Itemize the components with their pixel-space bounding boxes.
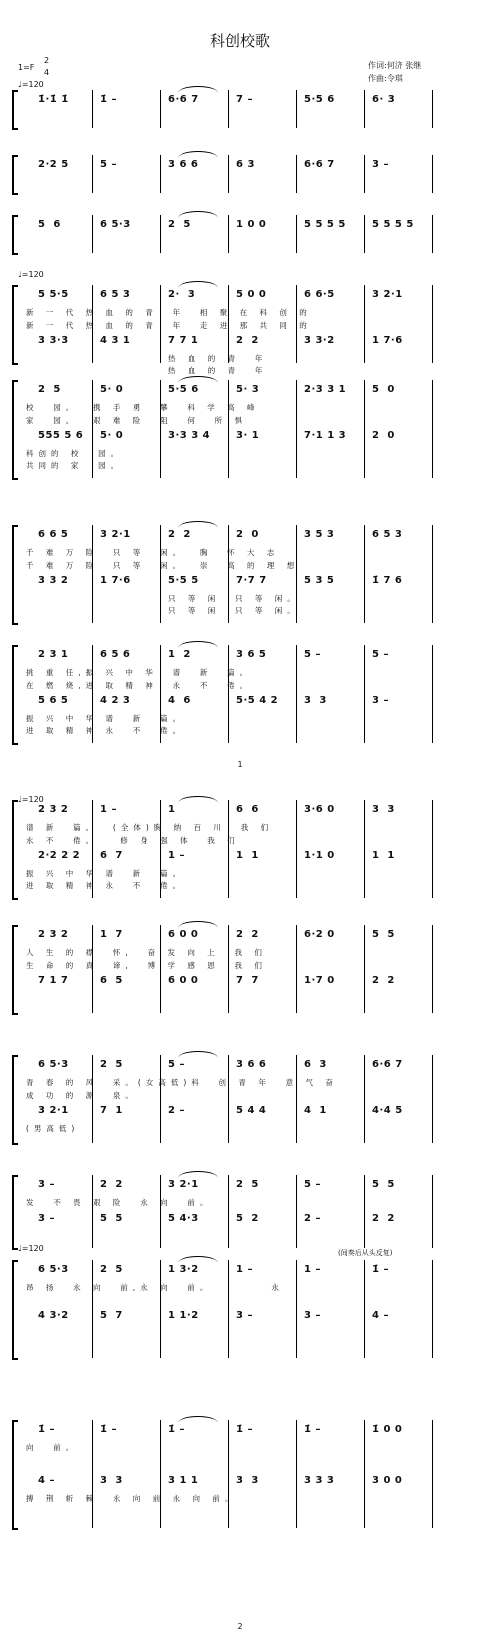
- barline: [432, 645, 433, 743]
- barline: [364, 285, 365, 363]
- barline: [228, 155, 229, 193]
- lyric-line: 家 园。 艰 难 险 阻 何 所 惧: [26, 416, 247, 425]
- slur-mark: [178, 921, 218, 928]
- harmony-measure: 2 –: [168, 1105, 185, 1116]
- lyric-line: 新 一 代 热 血 的 青 年 走 进 那 共 同 的: [26, 321, 312, 330]
- lyric-line: 生 命 的 真 谛, 博 学 感 恩 我 们: [26, 961, 267, 970]
- melody-measure: 5 6: [38, 219, 61, 230]
- harmony-measure: 555 5 6: [38, 430, 84, 441]
- barline: [228, 1055, 229, 1143]
- barline: [364, 925, 365, 1013]
- melody-measure: 1̇ –: [38, 1424, 55, 1435]
- lyric-line: 校 园。 携 手 勇 攀 科 学 高 峰: [26, 403, 260, 412]
- composer-credit: 作曲:令琪: [368, 74, 403, 83]
- harmony-measure: 3 3: [304, 695, 327, 706]
- harmony-measure: 5 4·3: [168, 1212, 199, 1224]
- harmony-measure: 7 7: [236, 975, 259, 986]
- barline: [432, 215, 433, 253]
- harmony-measure: 7 1: [100, 1105, 123, 1116]
- melody-measure: 5 5·5: [38, 289, 69, 300]
- melody-measure: 2 5: [100, 1059, 123, 1070]
- harmony-measure: 2 2: [372, 975, 395, 986]
- slur-mark: [178, 151, 218, 158]
- harmony-measure: 4·4 5: [372, 1105, 403, 1116]
- score-system: [8, 645, 472, 745]
- slur-mark: [178, 1171, 218, 1178]
- lyric-line: 千 难 万 险 只 等 闲。 胸 怀 大 志: [26, 548, 280, 557]
- melody-measure: 6 6 5: [38, 529, 69, 540]
- harmony-measure: 3 –: [372, 695, 389, 706]
- slur-mark: [178, 521, 218, 528]
- barline: [432, 800, 433, 898]
- melody-measure: 5· 0: [100, 384, 124, 395]
- melody-measure: 5 5 5 5: [372, 219, 414, 230]
- score-system: [8, 925, 472, 1015]
- barline: [160, 215, 161, 253]
- harmony-lyric-line: 搏 荆 斩 棘 永 向 前 永 向 前。: [26, 1494, 238, 1503]
- harmony-lyric-line: 热 血 的 青 年: [168, 354, 268, 363]
- melody-measure: 6 5·3: [100, 219, 131, 230]
- slur-mark: [178, 281, 218, 288]
- melody-measure: 3 –: [372, 159, 389, 170]
- page-number-1: 1: [237, 760, 243, 769]
- harmony-measure: 3 –: [38, 1212, 55, 1224]
- barline: [364, 800, 365, 898]
- key-signature: 1=F: [18, 63, 35, 72]
- melody-measure: 2 2: [100, 1179, 123, 1190]
- score-system: [8, 1420, 472, 1530]
- melody-measure: 1 2: [168, 649, 191, 660]
- barline: [296, 925, 297, 1013]
- system-bracket: [12, 1260, 18, 1360]
- melody-measure: 1 –: [236, 1264, 253, 1275]
- melody-measure: 5 0 0: [236, 289, 267, 300]
- melody-measure: 5 5 5 5: [304, 219, 346, 230]
- tempo-marking: ♩=120: [18, 80, 44, 89]
- melody-measure: 2·3 3 1: [304, 384, 347, 395]
- barline: [364, 155, 365, 193]
- barline: [296, 155, 297, 193]
- melody-measure: 3 2·1: [100, 529, 131, 540]
- melody-measure: 6· 3: [372, 94, 396, 105]
- harmony-measure: 3 0 0: [372, 1475, 403, 1486]
- barline: [160, 1175, 161, 1248]
- harmony-measure: 3·3 3 4: [168, 430, 211, 441]
- melody-measure: 1 3·2: [168, 1264, 199, 1275]
- barline: [92, 1420, 93, 1528]
- slur-mark: [178, 376, 218, 383]
- harmony-measure: 4 –: [372, 1310, 389, 1321]
- harmony-lyric-line: (男高低): [26, 1124, 80, 1133]
- barline: [364, 1420, 365, 1528]
- lyric-line: 千 难 万 险 只 等 闲。 崇 高 的 理 想: [26, 561, 300, 570]
- melody-measure: 1̇ –: [372, 1264, 389, 1275]
- system-bracket: [12, 800, 18, 900]
- melody-measure: 3·6 0: [304, 804, 335, 815]
- barline: [364, 1175, 365, 1248]
- slur-mark: [178, 211, 218, 218]
- harmony-measure: 3 3: [236, 1475, 259, 1486]
- system-bracket: [12, 215, 18, 255]
- harmony-measure: 6 5: [100, 975, 123, 986]
- harmony-lyric-line: 共同的 家 园。: [26, 461, 124, 470]
- harmony-measure: 3 3·3: [38, 335, 69, 346]
- harmony-measure: 2 2: [236, 335, 259, 346]
- barline: [160, 1055, 161, 1143]
- melody-measure: 6·6 7: [304, 159, 335, 170]
- harmony-measure: 5·5 5: [168, 575, 199, 586]
- melody-measure: 6 5·3: [38, 1264, 69, 1275]
- tempo-marking-4: ♩=120: [18, 1244, 44, 1253]
- barline: [228, 1260, 229, 1358]
- time-signature-top: 2: [44, 56, 50, 65]
- melody-measure: 3 2·1: [168, 1179, 199, 1190]
- barline: [92, 1175, 93, 1248]
- harmony-measure: 1 1: [372, 850, 395, 861]
- melody-measure: 1̇·1̇ 1̇: [38, 94, 69, 105]
- harmony-measure: 5·5 4 2: [236, 695, 279, 706]
- barline: [432, 90, 433, 128]
- harmony-lyric-line: 只 等 闲 只 等 闲。: [168, 606, 300, 615]
- system-bracket: [12, 1420, 18, 1530]
- melody-measure: 5 0: [372, 384, 395, 395]
- harmony-measure: 4 3·2: [38, 1310, 69, 1321]
- harmony-measure: 1 –: [168, 850, 185, 861]
- melody-measure: 1̇ –: [168, 1424, 185, 1435]
- melody-measure: 1̇ –: [304, 1424, 321, 1435]
- melody-measure: 3 6 5: [236, 649, 267, 660]
- barline: [92, 525, 93, 623]
- score-system: [8, 1249, 472, 1360]
- system-bracket: [12, 925, 18, 1015]
- barline: [160, 380, 161, 478]
- barline: [432, 1175, 433, 1248]
- harmony-lyric-line: 进 取 精 神 永 不 倦。: [26, 726, 186, 735]
- barline: [228, 90, 229, 128]
- melody-measure: 6 3: [236, 159, 255, 170]
- harmony-measure: 2 2: [372, 1212, 395, 1224]
- barline: [364, 215, 365, 253]
- barline: [364, 1055, 365, 1143]
- lyric-line: 挑 重 任,振 兴 中 华 谱 新 篇。: [26, 668, 253, 677]
- barline: [296, 90, 297, 128]
- score-system: [8, 525, 472, 625]
- barline: [160, 525, 161, 623]
- barline: [432, 925, 433, 1013]
- score-system: [8, 800, 472, 900]
- melody-measure: 5 –: [100, 159, 117, 170]
- barline: [432, 525, 433, 623]
- harmony-measure: 4 6: [168, 695, 191, 706]
- harmony-measure: 1 7·6: [100, 575, 131, 586]
- system-bracket: [12, 155, 18, 195]
- melody-measure: 6 6·5: [304, 289, 335, 300]
- harmony-measure: 2 –: [304, 1212, 321, 1224]
- harmony-measure: 6 0 0: [168, 975, 199, 986]
- barline: [228, 1175, 229, 1248]
- harmony-measure: 2·2 2 2: [38, 850, 81, 861]
- melody-measure: 2 3 1: [38, 649, 69, 660]
- melody-measure: 1: [168, 804, 176, 815]
- barline: [432, 155, 433, 193]
- harmony-measure: 3 3 2: [38, 575, 69, 586]
- harmony-measure: 1·1 0: [304, 850, 335, 861]
- barline: [228, 215, 229, 253]
- barline: [228, 1420, 229, 1528]
- harmony-measure: 1̇ 7 6: [372, 575, 403, 586]
- harmony-measure: 1 1: [236, 850, 259, 861]
- lyric-line: 昂 扬 永 向 前,永 向 前。 永: [26, 1283, 284, 1292]
- melody-measure: 2 5: [100, 1264, 123, 1275]
- barline: [364, 645, 365, 743]
- harmony-measure: 5 5: [100, 1212, 123, 1224]
- slur-mark: [178, 641, 218, 648]
- barline: [228, 800, 229, 898]
- melody-measure: 1 0 0: [236, 219, 267, 230]
- harmony-measure: 4 –: [38, 1475, 55, 1486]
- slur-mark: [178, 1416, 218, 1423]
- harmony-measure: 6 7: [100, 850, 123, 861]
- harmony-measure: 5· 0: [100, 430, 124, 441]
- system-bracket: [12, 90, 18, 130]
- barline: [364, 90, 365, 128]
- system-bracket: [12, 1055, 18, 1145]
- harmony-measure: 4 1: [304, 1105, 327, 1116]
- slur-mark: [178, 1051, 218, 1058]
- barline: [432, 380, 433, 478]
- harmony-measure: 4 3 1: [100, 335, 131, 346]
- barline: [364, 380, 365, 478]
- barline: [160, 1420, 161, 1528]
- melody-measure: 6 5·3: [38, 1059, 69, 1070]
- harmony-measure: 3 3: [100, 1475, 123, 1486]
- system-bracket: [12, 1175, 18, 1250]
- harmony-measure: 1 7·6: [372, 335, 403, 346]
- melody-measure: 2 5: [236, 1179, 259, 1190]
- score-system: [8, 1175, 472, 1250]
- harmony-lyric-line: 只 等 闲 只 等 闲。: [168, 594, 300, 603]
- harmony-measure: 2 0: [372, 430, 395, 441]
- harmony-measure: 5 2: [236, 1212, 259, 1224]
- melody-measure: 6 5 3: [100, 289, 131, 300]
- melody-measure: 2 2: [168, 529, 191, 540]
- melody-measure: 5 5: [372, 929, 395, 940]
- melody-measure: 5·5 6: [168, 384, 199, 395]
- harmony-measure: 1·7 0: [304, 975, 335, 986]
- barline: [296, 1260, 297, 1358]
- barline: [296, 1055, 297, 1143]
- melody-measure: 3 6 6: [168, 159, 199, 170]
- barline: [432, 1260, 433, 1358]
- melody-measure: 5 –: [168, 1059, 185, 1070]
- melody-measure: 6 5 3: [372, 529, 403, 540]
- harmony-measure: 7·1 1 3: [304, 430, 347, 441]
- harmony-lyric-line: 振 兴 中 华 谱 新 篇。: [26, 714, 186, 723]
- melody-measure: 3 2·1: [372, 289, 403, 300]
- harmony-measure: 1 1·2: [168, 1310, 199, 1321]
- melody-measure: 6 5 6: [100, 649, 131, 660]
- lyric-line: 永 不 倦。 修 身 强 体 我 们: [26, 836, 240, 845]
- melody-measure: 5 5: [372, 1179, 395, 1190]
- barline: [228, 645, 229, 743]
- harmony-measure: 3 3 3: [304, 1475, 335, 1486]
- score-system: [8, 155, 472, 195]
- melody-measure: 2 5: [38, 384, 61, 395]
- harmony-measure: 5 4 4: [236, 1105, 267, 1116]
- melody-measure: 1 7: [100, 929, 123, 940]
- barline: [160, 155, 161, 193]
- harmony-measure: 3 1 1: [168, 1475, 199, 1486]
- system-bracket: [12, 645, 18, 745]
- score-system: [8, 380, 472, 480]
- lyric-line: 青 春 的 风 采。(女高低)科 创 青 年 意 气 奋: [26, 1078, 338, 1087]
- slur-mark: [178, 86, 218, 93]
- melody-measure: 2· 3: [168, 289, 196, 300]
- melody-measure: 2 5: [168, 219, 191, 230]
- melody-measure: 3 –: [38, 1179, 55, 1190]
- harmony-measure: 7·7 7: [236, 575, 267, 586]
- melody-measure: 1 –: [304, 1264, 321, 1275]
- melody-measure: 6 6: [236, 804, 259, 815]
- barline: [432, 285, 433, 363]
- score-system: [8, 285, 472, 375]
- melody-measure: 5 –: [304, 1179, 321, 1190]
- barline: [432, 1055, 433, 1143]
- melody-measure: 2 2: [236, 929, 259, 940]
- harmony-measure: 5 3 5: [304, 575, 335, 586]
- melody-measure: 2·2 5: [38, 159, 69, 170]
- lyric-line: 新 一 代 热 血 的 青 年 相 聚 在 科 创 的: [26, 308, 312, 317]
- score-system: [8, 215, 472, 255]
- time-signature-bottom: 4: [44, 68, 50, 77]
- melody-measure: 1̇ 0 0: [372, 1424, 403, 1435]
- melody-measure: 2 3 2: [38, 929, 69, 940]
- melody-measure: 6·2 0: [304, 929, 335, 940]
- harmony-measure: 3· 1: [236, 430, 260, 441]
- system-bracket: [12, 525, 18, 625]
- lyric-line: 人 生 的 襟 怀, 奋 发 向 上 我 们: [26, 948, 267, 957]
- melody-measure: 1̇ –: [236, 1424, 253, 1435]
- melody-measure: 5·5 6: [304, 94, 335, 105]
- slur-mark: [178, 1256, 218, 1263]
- harmony-measure: 7 1 7: [38, 975, 69, 986]
- melody-measure: 1̇ –: [100, 1424, 117, 1435]
- system-bracket: [12, 285, 18, 365]
- melody-measure: 5 –: [304, 649, 321, 660]
- harmony-lyric-line: 热 血 的 青 年: [168, 366, 268, 375]
- melody-measure: 5 –: [372, 649, 389, 660]
- barline: [92, 155, 93, 193]
- melody-measure: 1 –: [100, 804, 117, 815]
- page-title: 科创校歌: [209, 32, 270, 50]
- melody-measure: 7 –: [236, 94, 253, 105]
- melody-measure: 6·6 7: [372, 1059, 403, 1070]
- melody-measure: 6 3: [304, 1059, 327, 1070]
- melody-measure: 5· 3: [236, 384, 260, 395]
- melody-measure: 3 5 3: [304, 529, 335, 540]
- lyricist-credit: 作词:何济 张继: [368, 61, 422, 70]
- lyric-line: 发 不 畏 艰 险 永 向 前。: [26, 1198, 213, 1207]
- system-bracket: [12, 380, 18, 480]
- lyric-line: 在 燃 烧,进 取 精 神 永 不 倦。: [26, 681, 253, 690]
- barline: [296, 215, 297, 253]
- barline: [296, 380, 297, 478]
- melody-measure: 3 6 6: [236, 1059, 267, 1070]
- tempo-marking-2: ♩=120: [18, 270, 44, 279]
- slur-mark: [178, 796, 218, 803]
- barline: [92, 1260, 93, 1358]
- harmony-measure: 3 3·2: [304, 335, 335, 346]
- harmony-lyric-line: 科创的 校 园。: [26, 449, 124, 458]
- melody-measure: 6·6 7: [168, 94, 199, 105]
- harmony-measure: 3 –: [304, 1310, 321, 1321]
- barline: [296, 1175, 297, 1248]
- lyric-line: 谱 新 篇。 (全体)胸 纳 百 川 我 们: [26, 823, 274, 832]
- barline: [92, 215, 93, 253]
- lyric-line: 向 前。: [26, 1443, 79, 1452]
- harmony-lyric-line: 振 兴 中 华 谱 新 篇。: [26, 869, 186, 878]
- page-number-2: 2: [237, 1622, 243, 1631]
- melody-measure: 1̇ –: [100, 94, 117, 105]
- harmony-measure: 5 6 5: [38, 695, 69, 706]
- barline: [228, 380, 229, 478]
- barline: [432, 1420, 433, 1528]
- harmony-measure: 5 7: [100, 1310, 123, 1321]
- melody-measure: 6 0 0: [168, 929, 199, 940]
- harmony-measure: 4 2 3: [100, 695, 131, 706]
- melody-measure: 2 3 2: [38, 804, 69, 815]
- harmony-measure: 7 7 1: [168, 335, 199, 346]
- barline: [296, 645, 297, 743]
- harmony-lyric-line: 进 取 精 神 永 不 倦。: [26, 881, 186, 890]
- barline: [364, 1260, 365, 1358]
- tempo-marking-3: ♩=120: [18, 795, 44, 804]
- repeat-annotation: (间奏后从头反复): [338, 1249, 393, 1257]
- barline: [296, 1420, 297, 1528]
- harmony-measure: 3 2·1: [38, 1105, 69, 1116]
- melody-measure: 2 0: [236, 529, 259, 540]
- score-system: [8, 1055, 472, 1145]
- score-system: [8, 90, 472, 130]
- melody-measure: 3 3: [372, 804, 395, 815]
- barline: [296, 800, 297, 898]
- barline: [160, 90, 161, 128]
- barline: [364, 525, 365, 623]
- barline: [160, 1260, 161, 1358]
- lyric-line: 成 功 的 源 泉。: [26, 1091, 138, 1100]
- barline: [92, 90, 93, 128]
- harmony-measure: 3 –: [236, 1310, 253, 1321]
